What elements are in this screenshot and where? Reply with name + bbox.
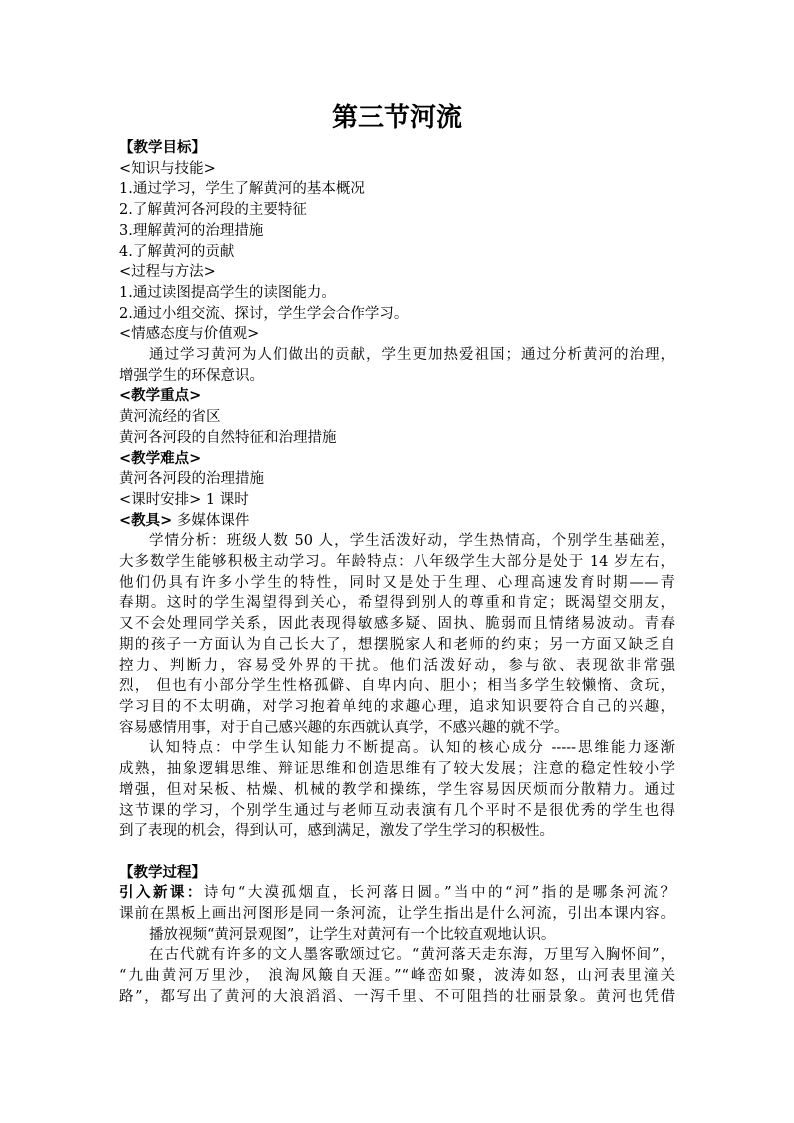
- line-text: 学情分析：班级人数 50 人，学生活泼好动，学生热情高，个别学生基础差，: [149, 533, 675, 550]
- text-line: [119, 656, 675, 677]
- line-text: 学习目的不太明确，对学习抱着单纯的求趣心理，追求知识要符合自己的兴趣，: [119, 698, 675, 715]
- text-line: [119, 593, 675, 614]
- page-title: 第三节河流: [331, 103, 462, 133]
- line-text: 又不会处理同学关系，因此表现得敏感多疑、固执、脆弱而且情绪易波动。青春: [119, 616, 675, 633]
- text-line: [119, 386, 675, 407]
- line-text: <知识与技能>: [119, 160, 216, 177]
- line-text: 路”，都写出了黄河的大浪滔滔、一泻千里、不可阻挡的壮丽景象。黄河也凭借: [119, 988, 675, 1005]
- text-line: [119, 200, 675, 221]
- line-text: 春期。这时的学生渴望得到关心，希望得到别人的尊重和肯定；既渴望交朋友，: [119, 595, 675, 612]
- line-text: 这节课的学习，个别学生通过与老师互动表演有几个平时不是很优秀的学生也得: [119, 802, 675, 819]
- text-line: [119, 366, 675, 387]
- line-text: 1.通过读图提高学生的读图能力。: [119, 284, 336, 301]
- text-line: [119, 262, 675, 283]
- line-text: 增强，但对呆板、枯燥、机械的教学和操练，学生容易因厌烦而分散精力。通过: [119, 781, 675, 798]
- text-line: [119, 531, 675, 552]
- text-line: [119, 573, 675, 594]
- bold-text: 引入新课：: [119, 884, 204, 902]
- blank-line: [119, 842, 675, 863]
- line-text: 多媒体课件: [172, 512, 250, 529]
- line-text: 增强学生的环保意识。: [119, 367, 264, 384]
- text-line: [119, 676, 675, 697]
- line-text: “九曲黄河万里沙， 浪淘风簸自天涯。”“峰峦如聚，波涛如怒，山河表里潼关: [119, 968, 675, 985]
- line-text: 认知特点：中学生认知能力不断提高。认知的核心成分 -----思维能力逐渐: [149, 740, 675, 757]
- text-line: [119, 966, 675, 987]
- line-text: 1.通过学习，学生了解黄河的基本概况: [119, 181, 365, 198]
- text-line: [119, 511, 675, 532]
- text-line: [119, 780, 675, 801]
- text-line: [119, 925, 675, 946]
- line-text: 2.了解黄河各河段的主要特征: [119, 202, 307, 219]
- bold-text: <教学难点>: [119, 449, 202, 467]
- text-line: [119, 987, 675, 1008]
- line-text: 4.了解黄河的贡献: [119, 243, 235, 260]
- text-line: [119, 138, 675, 159]
- text-line: [119, 738, 675, 759]
- text-line: [119, 635, 675, 656]
- text-line: [119, 614, 675, 635]
- text-line: [119, 407, 675, 428]
- text-line: [119, 821, 675, 842]
- line-text: 2.通过小组交流、探讨，学生学会合作学习。: [119, 305, 409, 322]
- text-line: [119, 718, 675, 739]
- line-text: 通过学习黄河为人们做出的贡献，学生更加热爱祖国；通过分析黄河的治理，: [149, 347, 675, 364]
- line-text: 控力、判断力，容易受外界的干扰。他们活泼好动，参与欲、表现欲非常强: [119, 657, 675, 674]
- text-line: [119, 159, 675, 180]
- line-text: 黄河流经的省区: [119, 409, 221, 426]
- text-line: [119, 801, 675, 822]
- line-text: 期的孩子一方面认为自己长大了，想摆脱家人和老师的约束；另一方面又缺乏自: [119, 636, 675, 653]
- text-line: [119, 945, 675, 966]
- document-body: [119, 138, 675, 1008]
- text-line: [119, 863, 675, 884]
- bold-text: <教具>: [119, 511, 173, 529]
- text-line: [119, 552, 675, 573]
- text-line: [119, 428, 675, 449]
- text-line: [119, 904, 675, 925]
- line-text: 他们仍具有许多小学生的特性，同时又是处于生理、心理高速发育时期——青: [119, 574, 675, 591]
- line-text: 容易感情用事，对于自己感兴趣的东西就认真学，不感兴趣的就不学。: [119, 719, 569, 736]
- text-line: [119, 883, 675, 904]
- text-line: [119, 345, 675, 366]
- text-line: [119, 242, 675, 263]
- text-line: [119, 283, 675, 304]
- line-text: 播放视频“黄河景观图”，让学生对黄河有一个比较直观地认识。: [149, 926, 556, 943]
- line-text: 成熟，抽象逻辑思维、辩证思维和创造思维有了较大发展；注意的稳定性较小学: [119, 761, 675, 778]
- text-line: [119, 221, 675, 242]
- line-text: <过程与方法>: [119, 264, 216, 281]
- line-text: 在古代就有许多的文人墨客歌颂过它。“黄河落天走东海，万里写入胸怀间”，: [149, 947, 675, 964]
- line-text: 课前在黑板上画出河图形是同一条河流，让学生指出是什么河流，引出本课内容。: [119, 906, 675, 922]
- text-line: [119, 324, 675, 345]
- line-text: 到了表现的机会，得到认可，感到满足，激发了学生学习的积极性。: [119, 823, 554, 840]
- line-text: 黄河各河段的自然特征和治理措施: [119, 429, 337, 446]
- line-text: 诗句“大漠孤烟直，长河落日圆。”当中的“河”指的是哪条河流？: [203, 885, 675, 902]
- bold-text: 【教学过程】: [119, 863, 206, 881]
- bold-text: <教学重点>: [119, 387, 202, 405]
- text-line: [119, 179, 675, 200]
- text-line: [119, 449, 675, 470]
- text-line: [119, 304, 675, 325]
- text-line: [119, 469, 675, 490]
- text-line: [119, 759, 675, 780]
- line-text: 烈， 但也有小部分学生性格孤僻、自卑内向、胆小；相当多学生较懒惰、贪玩，: [119, 678, 675, 695]
- line-text: <情感态度与价值观>: [119, 326, 260, 343]
- bold-text: 【教学目标】: [119, 139, 206, 156]
- line-text: 大多数学生能够积极主动学习。年龄特点：八年级学生大部分是处于 14 岁左右，: [119, 554, 675, 571]
- line-text: 黄河各河段的治理措施: [119, 471, 264, 488]
- text-line: [119, 490, 675, 511]
- line-text: 3.理解黄河的治理措施: [119, 222, 264, 239]
- text-line: [119, 697, 675, 718]
- line-text: <课时安排> 1 课时: [119, 491, 249, 508]
